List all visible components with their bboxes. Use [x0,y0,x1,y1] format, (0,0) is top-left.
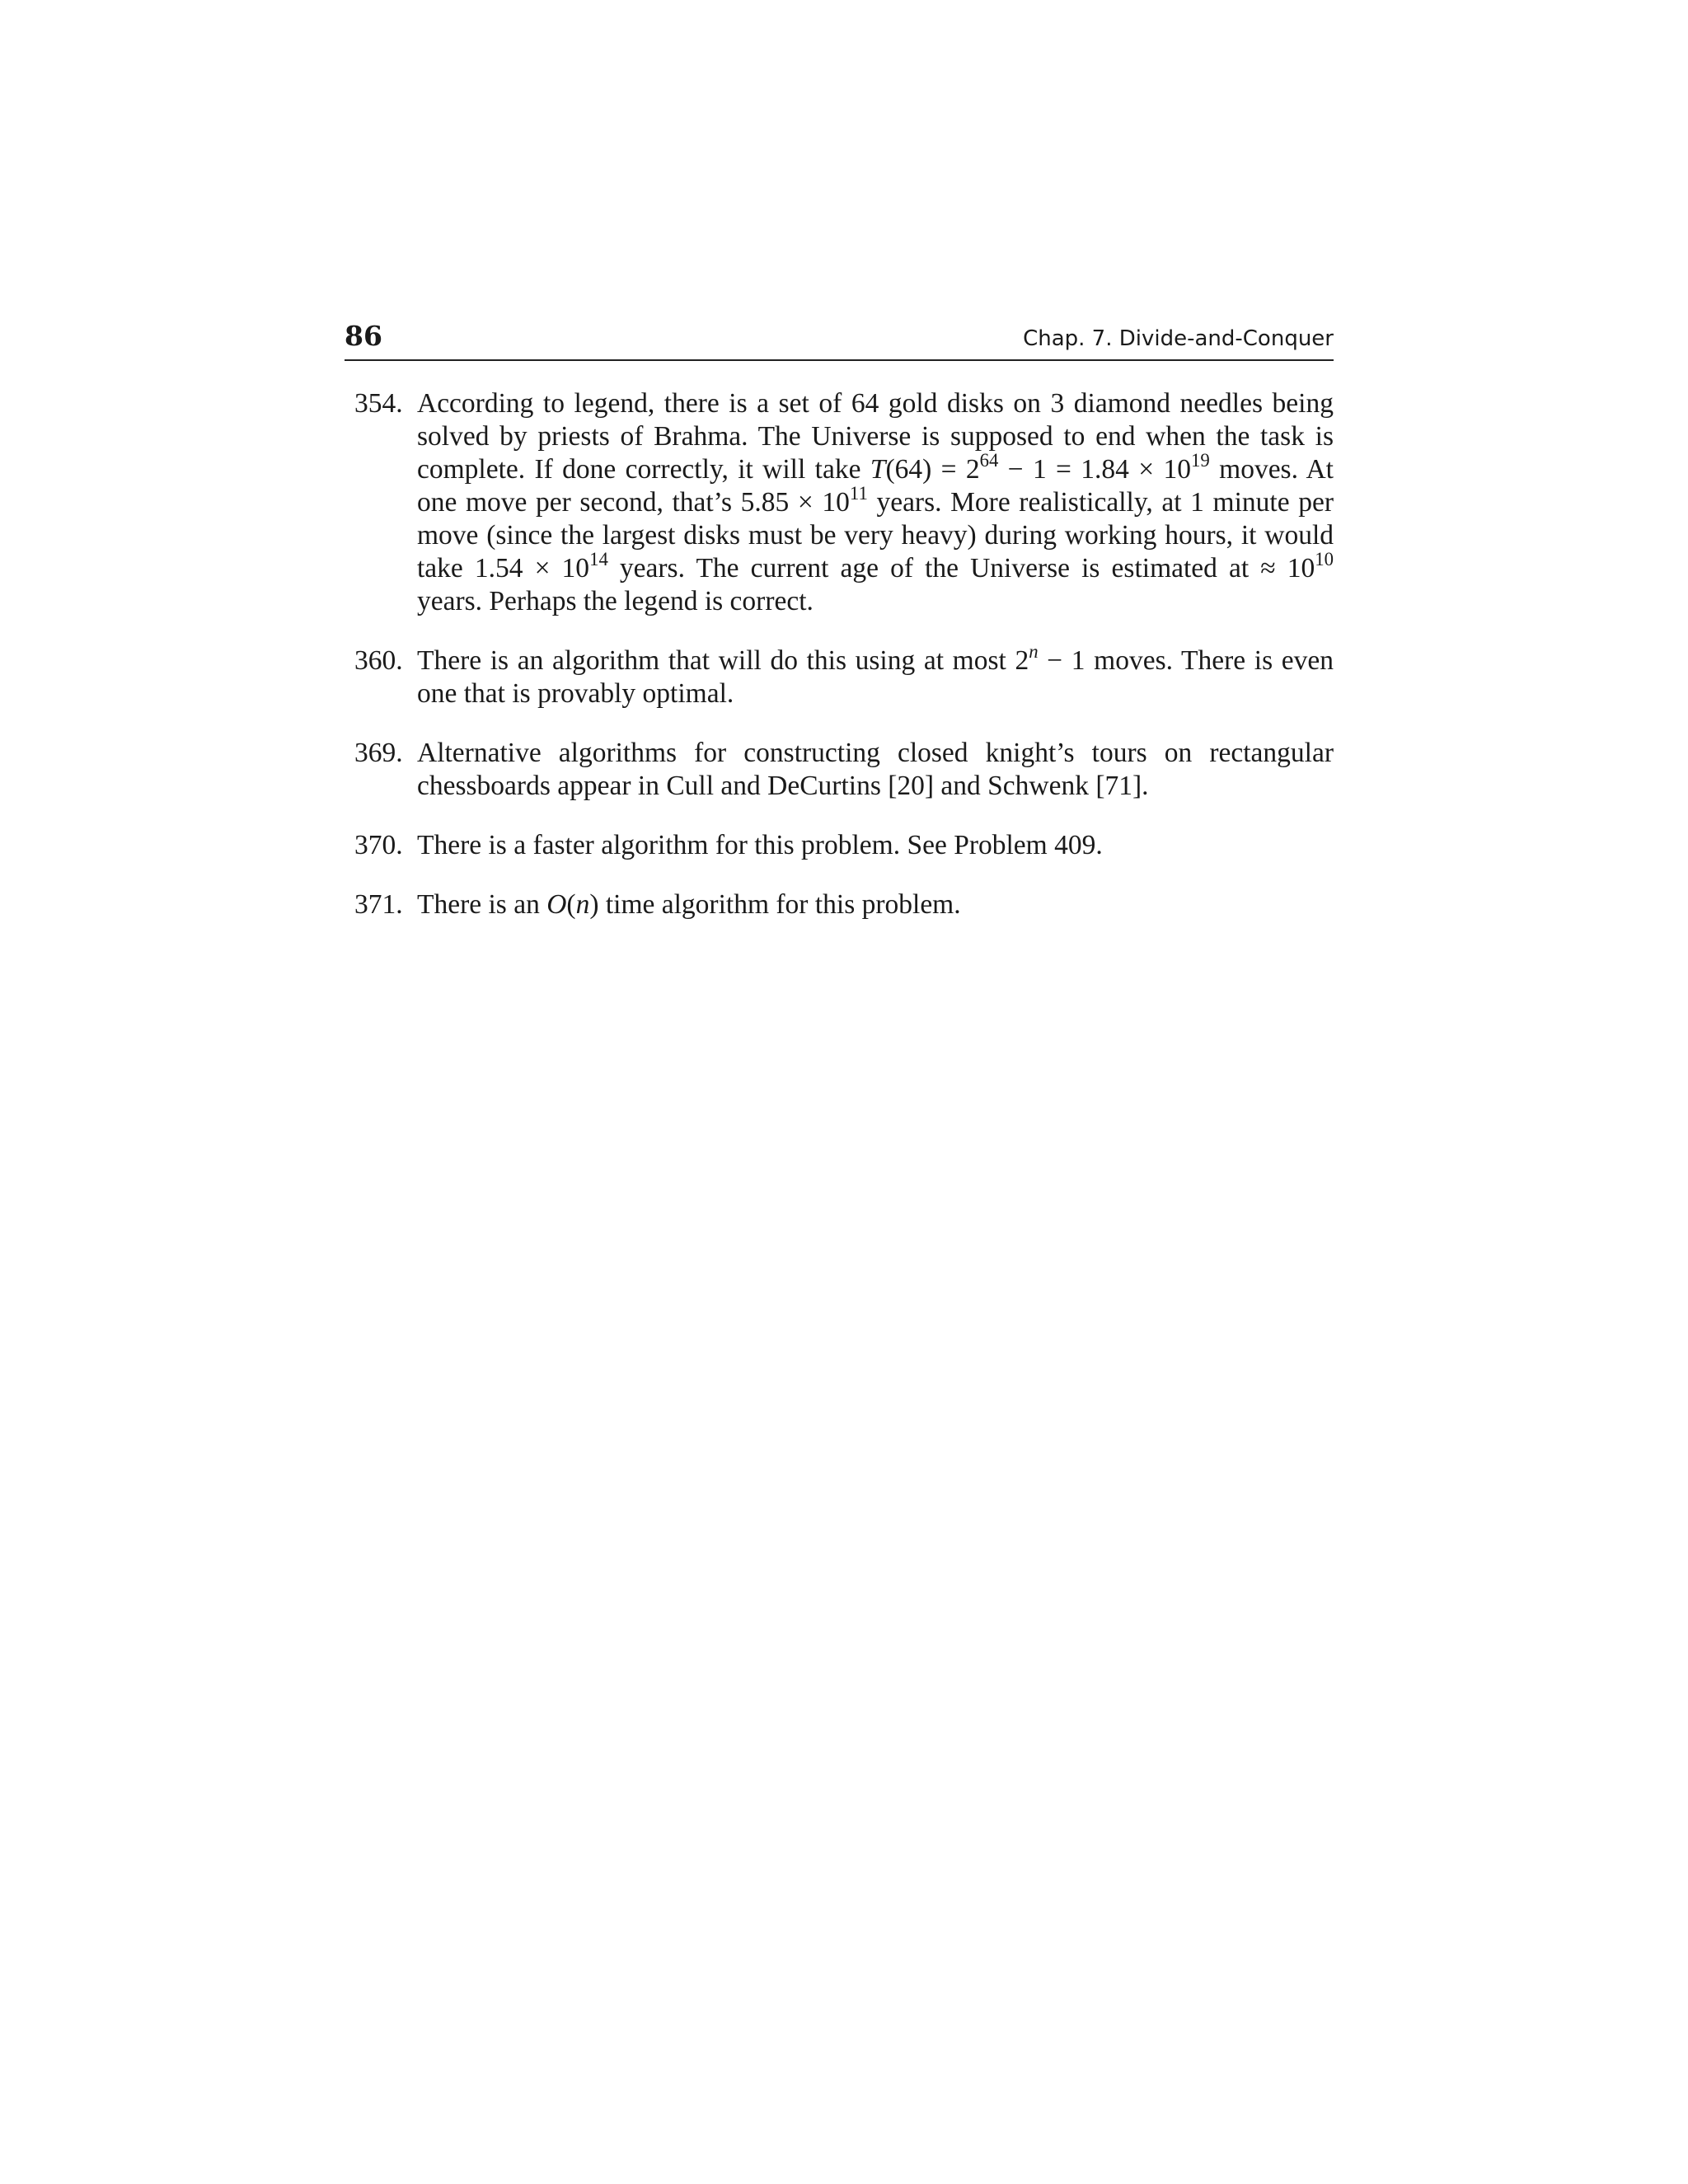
text-run: There is an algorithm that will do this using at most 2 [417,645,1029,676]
exponent: 10 [1315,548,1334,569]
hint-number: 370. [354,830,403,860]
hint-number: 360. [354,645,403,676]
hint-entry-370 [345,829,1334,862]
text-run: Alternative algorithms for constructing closed knight’s tours on rectangular chessboards appear in Cull and DeCurtins [20] and Schwenk [71]. [417,738,1334,801]
hint-list [345,387,1334,921]
hint-text [417,888,1334,921]
exponent: 14 [589,548,608,569]
hint-number: 354. [354,388,403,419]
hint-text [417,737,1334,803]
text-run: ) time algorithm for this problem. [589,889,961,920]
hint-text [417,387,1334,618]
hint-entry-371 [345,888,1334,921]
text-run: − 1 = 1.84 × 10 [998,454,1192,485]
hint-text [417,829,1334,862]
exponent: 19 [1191,449,1210,471]
text-run: years. More realistically, at 1 minute per move (since the largest disks must be very heavy) during working hours, it would take 1.54 × 10 [417,487,1334,583]
math-variable: T [870,454,886,485]
text-run: ( [566,889,576,920]
hint-entry-354 [345,387,1334,618]
exponent: 64 [979,449,999,471]
text-run: There is a faster algorithm for this problem. See Problem 409. [417,830,1103,860]
hint-number: 371. [354,889,403,920]
exponent: n [1029,640,1039,662]
hint-number: 369. [354,738,403,768]
text-run: moves. At one move per second, that’s 5.85 × 10 [417,454,1334,518]
hint-text [417,640,1334,710]
text-run: years. The current age of the Universe is estimated at ≈ 10 [607,553,1315,583]
math-variable: n [575,889,590,920]
text-run: According to legend, there is a set of 64 gold disks on 3 diamond needles being solved by priests of Brahma. The Universe is supposed to end when the task is complete. If done correctly, it will take [417,388,1334,485]
running-head [345,320,1334,361]
chapter-title: Chap. 7. Divide-and-Conquer [1023,326,1334,351]
text-run: years. Perhaps the legend is correct. [417,586,814,616]
text-run: (64) = 2 [885,454,980,485]
math-variable: O [546,889,567,920]
page-body [345,320,1334,948]
text-run: − 1 moves. There is even one that is provably optimal. [417,645,1334,709]
page-number: 86 [345,320,382,352]
exponent: 11 [849,482,868,504]
hint-entry-369 [345,737,1334,803]
text-run: There is an [417,889,547,920]
hint-entry-360 [345,640,1334,710]
